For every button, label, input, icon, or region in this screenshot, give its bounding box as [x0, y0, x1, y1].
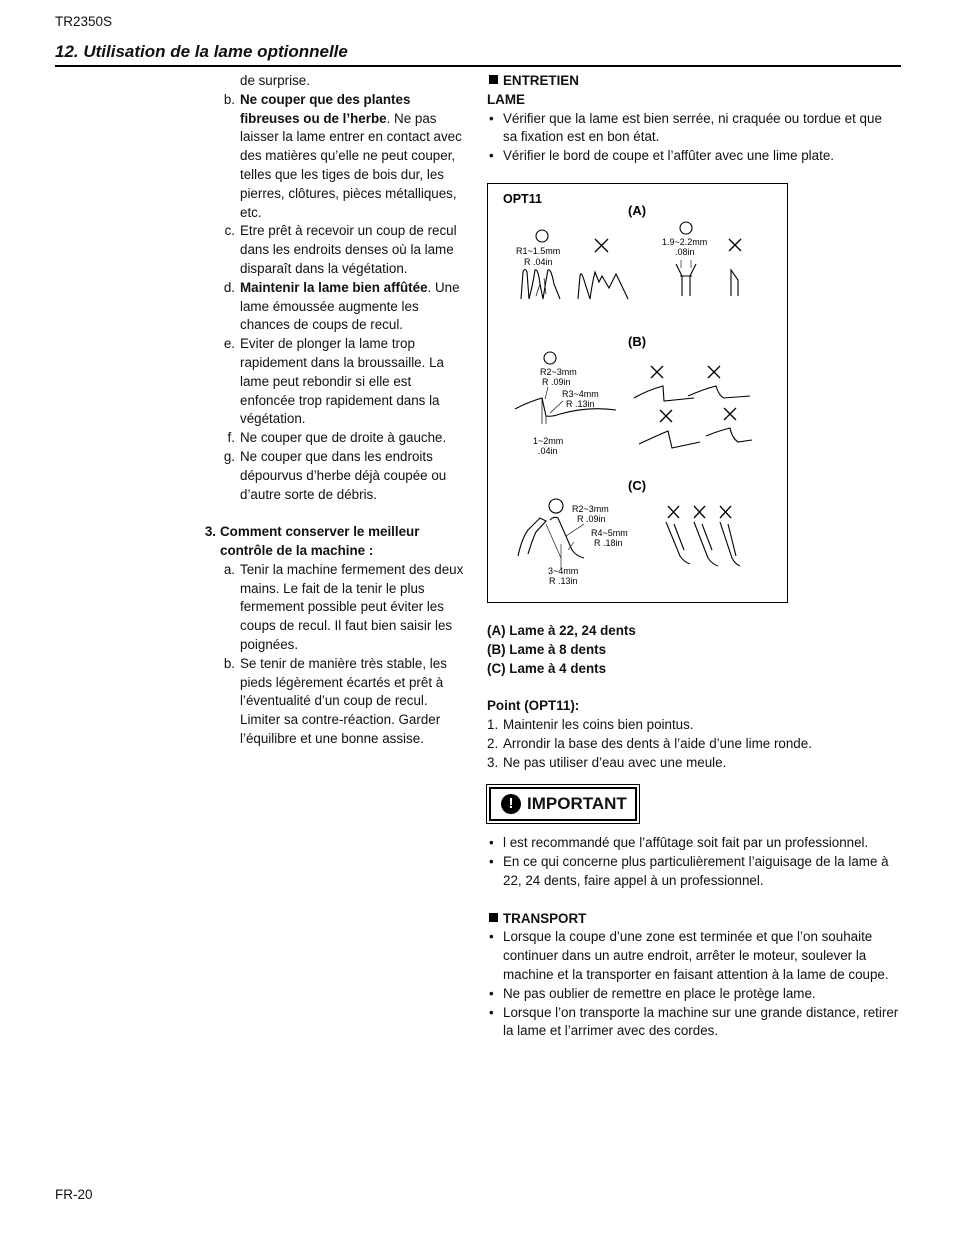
page-number: FR-20: [55, 1187, 93, 1202]
dim-label: R4~5mm: [591, 527, 628, 538]
bullet-item: • En ce qui concerne plus particulièrement l’aiguisage de la lame à 22, 24 dents, faire appel à un professionnel.: [489, 854, 889, 888]
item-marker: 2.: [487, 735, 499, 751]
correct-tooth-profile: [518, 518, 546, 556]
wrong-cross-icon: [720, 506, 731, 518]
subsection-heading: [204, 523, 466, 561]
list-item: [204, 655, 466, 749]
wrong-cross-icon: [668, 506, 679, 518]
list-item: [204, 335, 466, 429]
item-marker: e.: [223, 336, 235, 352]
item-marker: f.: [227, 430, 235, 446]
wrong-cross-icon: [708, 366, 720, 378]
list-item: [204, 448, 466, 504]
wrong-tooth-profile: [688, 386, 750, 398]
wrong-cross-icon: [660, 410, 672, 422]
numbered-item: 3. Ne pas utiliser d’eau avec une meule.: [487, 754, 899, 773]
dim-label: R .13in: [566, 398, 595, 409]
dim-label: R1~1.5mm: [516, 245, 561, 256]
bullet-icon: •: [489, 835, 494, 851]
item-lead: Ne couper que des plantes fibreuses ou de l’herbe: [240, 91, 411, 126]
item-marker: b.: [223, 655, 235, 671]
wrong-cross-icon: [595, 239, 608, 252]
wrong-tooth-profile: [666, 522, 690, 564]
figure-caption: (B) Lame à 8 dents: [487, 641, 607, 657]
item-marker: b.: [223, 91, 235, 107]
dim-label: R2~3mm: [540, 366, 577, 377]
item-marker: g.: [223, 448, 235, 464]
point-heading: Point (OPT11):: [487, 698, 580, 714]
dim-label: 3~4mm: [548, 565, 579, 576]
wrong-tooth-profile: [578, 272, 628, 299]
heading-marker: 3.: [204, 524, 216, 540]
item-marker: a.: [223, 561, 235, 577]
wrong-tooth-profile: [639, 431, 700, 448]
figure-label-b: (B): [628, 333, 647, 349]
dim-label: R .09in: [577, 513, 606, 524]
bullet-icon: •: [489, 854, 494, 870]
wrong-tooth-profile: [706, 428, 752, 442]
radius-pointer: [545, 387, 563, 413]
bullet-icon: •: [489, 148, 494, 164]
dim-label: .04in: [538, 445, 558, 456]
dim-label: R .13in: [549, 575, 578, 586]
bullet-item: • Lorsque la coupe d’une zone est terminée et que l’on souhaite continuer dans un autre endroit, arrêter le moteur, soulever la machine et la transporter en faisant attention à la lame de coupe.: [489, 929, 889, 982]
wrong-tooth-profile: [720, 522, 740, 566]
model-number: TR2350S: [55, 14, 113, 29]
item-text: Ne couper que dans les endroits dépourvus d’herbe déjà coupée ou d’autre sorte de débris.: [240, 448, 447, 502]
item-marker: 1.: [487, 716, 499, 732]
correct-circle-icon: [536, 230, 548, 242]
dim-label: R .18in: [594, 537, 623, 548]
wrong-tooth-profile: [731, 270, 738, 296]
figure-caption: (A) Lame à 22, 24 dents: [487, 622, 636, 638]
dim-label: .08in: [675, 246, 695, 257]
wrong-cross-icon: [724, 408, 736, 420]
section-title: 12. Utilisation de la lame optionnelle: [55, 42, 901, 67]
correct-circle-icon: [680, 222, 692, 234]
correct-circle-icon: [549, 499, 563, 513]
transport-heading: TRANSPORT: [487, 910, 899, 929]
dim-label: R .04in: [524, 256, 553, 267]
list-item: [204, 222, 466, 278]
dim-label: R2~3mm: [572, 503, 609, 514]
heading-text: Comment conserver le meilleur contrôle de la machine :: [220, 524, 420, 558]
bullet-item: • Vérifier que la lame est bien serrée, ni craquée ou tordue et que sa fixation est en bon état.: [489, 110, 882, 145]
exclamation-icon: !: [501, 794, 521, 814]
bullet-item: • Ne pas oublier de remettre en place le protège lame.: [487, 985, 899, 1004]
important-callout: [489, 787, 637, 821]
bullet-item: • l est recommandé que l’affûtage soit fait par un professionnel.: [487, 834, 899, 853]
numbered-item: 1. Maintenir les coins bien pointus.: [487, 716, 899, 735]
wrong-cross-icon: [729, 239, 741, 251]
bullet-item: • Vérifier le bord de coupe et l’affûter avec une lime plate.: [487, 147, 899, 166]
item-lead: Maintenir la lame bien affûtée: [240, 279, 428, 295]
wrong-tooth-profile: [694, 522, 718, 566]
item-text: . Une lame émoussée augmente les chances de coups de recul.: [240, 279, 460, 333]
dim-label: R3~4mm: [562, 388, 599, 399]
item-text: . Ne pas laisser la lame entrer en contact avec des matières qu’elle ne peut couper, telles que les tiges de bois dur, les pierres, clôtures, pièces métalliques, etc.: [240, 110, 462, 220]
item-text: Se tenir de manière très stable, les pieds légèrement écartés et prêt à l’éventualité d’un coup de recul. Limiter sa contre-réaction. Garder l’équilibre et une bonne assise.: [240, 655, 447, 746]
wrong-cross-icon: [651, 366, 663, 378]
item-marker: c.: [224, 223, 235, 239]
square-bullet-icon: [489, 75, 498, 84]
item-text: Tenir la machine fermement des deux mains. Le fait de la tenir le plus fermement possible peut éviter les coups de recul. Il faut bien saisir les poignées.: [240, 561, 464, 652]
left-column: [204, 72, 466, 749]
item-text: Ne couper que de droite à gauche.: [240, 430, 447, 446]
list-item: [204, 429, 466, 448]
bullet-icon: •: [489, 110, 494, 126]
square-bullet-icon: [489, 913, 498, 922]
dim-label: R .09in: [542, 376, 571, 387]
bullet-icon: •: [489, 929, 494, 945]
list-item: [204, 561, 466, 655]
bullet-icon: •: [489, 985, 494, 1001]
blade-sharpening-figure: [487, 183, 788, 603]
entretien-heading: ENTRETIEN: [487, 72, 899, 91]
figure-caption: (C) Lame à 4 dents: [487, 660, 607, 676]
wrong-cross-icon: [694, 506, 705, 518]
bullet-icon: •: [489, 1004, 494, 1020]
correct-tooth-profile: [521, 269, 560, 299]
item-marker: 3.: [487, 754, 499, 770]
correct-circle-icon: [544, 352, 556, 364]
list-item: [204, 279, 466, 335]
item-text: Etre prêt à recevoir un coup de recul dans les endroits denses où la lame disparaît dans la végétation.: [240, 223, 457, 276]
tooth-gap-profile: [676, 264, 696, 296]
item-marker: d.: [223, 279, 235, 295]
list-item: [204, 91, 466, 223]
radius-pointer: [546, 524, 584, 558]
item-text: Eviter de plonger la lame trop rapidement dans la broussaille. La lame peut rebondir si elle est enfoncée trop rapidement dans la végétation.: [240, 336, 444, 427]
important-label: IMPORTANT: [527, 794, 627, 814]
lame-heading: LAME: [487, 91, 525, 107]
dim-label: 1.9~2.2mm: [662, 236, 708, 247]
right-column: [487, 72, 899, 1041]
figure-label-a: (A): [628, 202, 647, 218]
wrong-tooth-profile: [634, 386, 694, 401]
bullet-item: • Lorsque l’on transporte la machine sur une grande distance, retirer la lame et l’arrimer avec des cordes.: [489, 1004, 899, 1039]
figure-id: OPT11: [503, 191, 542, 206]
continued-text: de surprise.: [240, 73, 310, 88]
numbered-item: 2. Arrondir la base des dents à l’aide d’une lime ronde.: [487, 735, 899, 754]
dim-label: 1~2mm: [533, 435, 564, 446]
figure-label-c: (C): [628, 477, 647, 493]
